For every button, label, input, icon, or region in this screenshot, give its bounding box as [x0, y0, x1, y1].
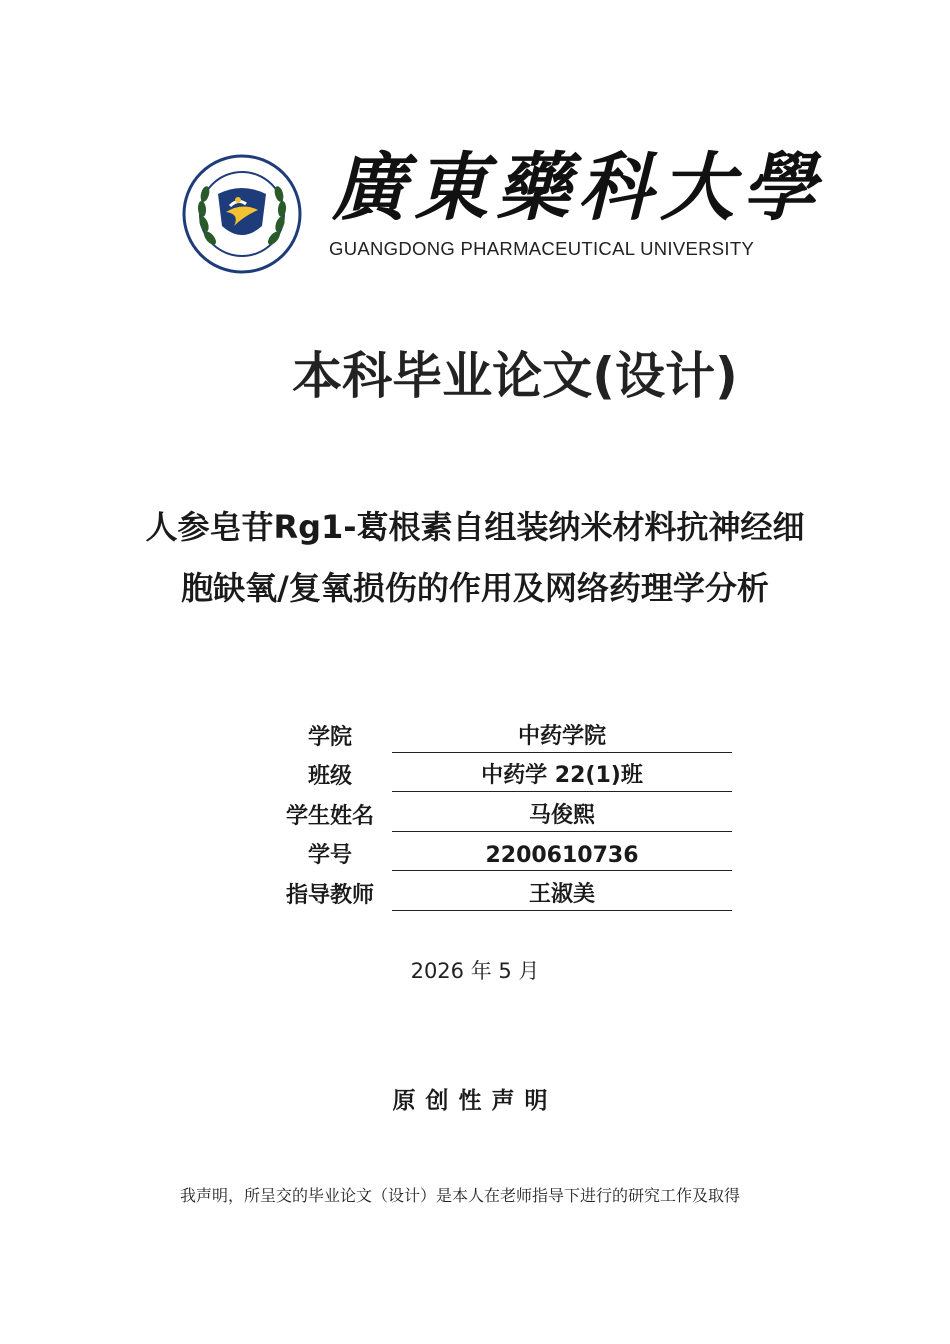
info-label: 学生姓名 — [285, 803, 374, 829]
info-value: 中药学院 — [392, 719, 732, 753]
info-row-class — [270, 753, 740, 793]
info-row-advisor — [270, 871, 740, 911]
declaration-title: 原创性声明 — [392, 1088, 558, 1114]
university-name-english: GUANGDONG PHARMACEUTICAL UNIVERSITY — [329, 238, 755, 259]
info-value: 中药学 22(1)班 — [392, 758, 732, 792]
info-row-student-name — [270, 792, 740, 832]
info-row-college — [270, 713, 740, 753]
info-label: 学院 — [307, 724, 352, 750]
submission-date: 2026 年 5 月 — [410, 959, 540, 983]
thesis-title: 人参皂苷Rg1-葛根素自组装纳米材料抗神经细胞缺氧/复氧损伤的作用及网络药理学分析 — [145, 508, 805, 607]
info-value: 2200610736 — [392, 843, 732, 871]
info-label: 班级 — [307, 764, 352, 789]
info-value: 马俊熙 — [392, 798, 732, 832]
info-table — [270, 713, 740, 911]
university-header — [182, 140, 824, 265]
info-row-student-id — [270, 832, 740, 872]
declaration-text: 我声明，所呈交的毕业论文（设计）是本人在老师指导下进行的研究工作及取得 — [180, 1186, 741, 1205]
info-label: 指导教师 — [285, 882, 374, 908]
thesis-type-heading: 本科毕业论文(设计) — [292, 347, 738, 405]
university-name-chinese: 廣東藥科大學 — [332, 145, 824, 231]
university-emblem-icon — [182, 154, 302, 274]
info-value: 王淑美 — [392, 877, 732, 911]
info-label: 学号 — [307, 843, 352, 868]
